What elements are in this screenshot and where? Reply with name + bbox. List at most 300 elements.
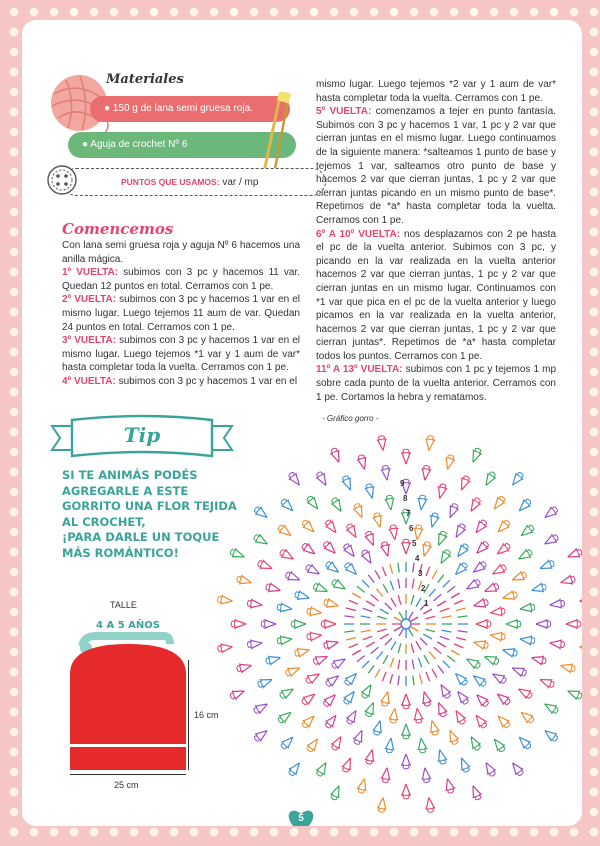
chart-stitch bbox=[416, 641, 421, 650]
chart-row-number: 6 bbox=[409, 524, 414, 533]
chart-cluster bbox=[384, 495, 396, 511]
chart-cluster bbox=[401, 784, 411, 799]
chart-stitch bbox=[413, 676, 414, 686]
chart-cluster bbox=[494, 518, 512, 536]
chart-cluster bbox=[371, 719, 384, 736]
chart-stitch bbox=[398, 659, 400, 669]
talle-height: 16 cm bbox=[194, 710, 219, 720]
chart-cluster bbox=[380, 465, 392, 481]
chart-cluster bbox=[388, 708, 400, 724]
chart-row-number: 7 bbox=[406, 509, 411, 518]
chart-cluster bbox=[412, 708, 424, 724]
chart-cluster bbox=[286, 760, 303, 778]
chart-row-number: 2 bbox=[421, 584, 426, 593]
chart-stitch bbox=[429, 652, 435, 660]
chart-cluster bbox=[340, 474, 355, 492]
chart-cluster bbox=[323, 637, 340, 650]
chart-cluster bbox=[279, 734, 297, 752]
step-3-text: subimos con 3 pc y hacemos 1 var en el mismo lugar. Luego tejemos *1 var y 1 aum de var* hasta completar toda la vuelta. Cerramos con 1 pe. bbox=[62, 335, 300, 374]
chart-cluster bbox=[356, 454, 369, 471]
chart-cluster bbox=[217, 594, 233, 606]
chart-cluster bbox=[323, 597, 340, 610]
chart-cluster bbox=[530, 582, 547, 595]
chart-cluster bbox=[559, 574, 576, 587]
chart-cluster bbox=[427, 719, 440, 736]
intro-text: Con lana semi gruesa roja y aguja Nº 6 hacemos una anilla mágica. bbox=[62, 240, 300, 265]
chart-stitch bbox=[440, 636, 449, 639]
chart-stitch bbox=[432, 570, 437, 579]
chart-cluster bbox=[452, 522, 468, 540]
chart-cluster bbox=[276, 708, 294, 725]
chart-cluster bbox=[536, 619, 551, 629]
chart-cluster bbox=[401, 539, 411, 554]
chart-cluster bbox=[330, 655, 348, 671]
chart-cluster bbox=[509, 760, 526, 778]
chart-cluster bbox=[579, 594, 582, 606]
chart-cluster bbox=[363, 530, 378, 548]
material-yarn: ● 150 g de lana semi gruesa roja. bbox=[90, 96, 290, 122]
chart-cluster bbox=[278, 685, 296, 701]
chart-cluster bbox=[294, 589, 311, 602]
chart-stitch bbox=[447, 586, 455, 592]
chart-cluster bbox=[530, 653, 547, 666]
chart-cluster bbox=[445, 728, 460, 746]
chart-cluster bbox=[416, 495, 428, 511]
chart-stitch bbox=[398, 676, 399, 686]
chart-stitch bbox=[376, 652, 382, 660]
chart-stitch bbox=[371, 647, 379, 653]
tip-ribbon bbox=[48, 412, 236, 460]
step-11-13-label: 11º A 13º VUELTA: bbox=[316, 364, 403, 376]
chart-stitch bbox=[345, 616, 355, 617]
chart-stitch bbox=[423, 634, 432, 639]
chart-cluster bbox=[330, 577, 348, 593]
chart-cluster bbox=[323, 712, 340, 730]
chart-cluster bbox=[359, 682, 375, 700]
chart-stitch bbox=[434, 647, 442, 653]
chart-cluster bbox=[419, 541, 432, 558]
chart-cluster bbox=[379, 690, 392, 707]
chart-cluster bbox=[305, 736, 322, 754]
chart-cluster bbox=[482, 470, 498, 488]
chart-cluster bbox=[401, 694, 411, 709]
width-dimension-line bbox=[70, 774, 186, 775]
step-4-label: 4º VUELTA: bbox=[62, 375, 116, 387]
chart-cluster bbox=[494, 541, 512, 558]
chart-stitch bbox=[443, 580, 450, 587]
chart-stitch bbox=[419, 674, 422, 684]
step-4-continuation: mismo lugar. Luego tejemos *2 var y 1 aum de var* hasta completar toda la vuelta. Cerramos con 1 pe. bbox=[316, 79, 556, 104]
chart-cluster bbox=[261, 619, 276, 629]
chart-cluster bbox=[516, 685, 534, 701]
chart-cluster bbox=[472, 712, 489, 730]
chart-cluster bbox=[379, 541, 392, 558]
puntos-value: var / mp bbox=[222, 177, 259, 188]
chart-cluster bbox=[329, 734, 345, 752]
step-6-10 bbox=[316, 228, 556, 364]
chart-stitch bbox=[368, 575, 374, 583]
chart-cluster bbox=[412, 524, 424, 540]
chart-stitch bbox=[390, 658, 393, 667]
chart-cluster bbox=[304, 562, 322, 578]
chart-cluster bbox=[538, 675, 556, 690]
chart-stitch bbox=[352, 593, 361, 598]
chart-stitch bbox=[357, 586, 365, 592]
chart-stitch bbox=[454, 644, 463, 648]
chart-cluster bbox=[256, 558, 274, 573]
chart-cluster bbox=[284, 663, 302, 678]
button-icon bbox=[46, 164, 78, 196]
chart-stitch bbox=[411, 643, 414, 653]
chart-cluster bbox=[494, 690, 512, 707]
chart-stitch bbox=[447, 656, 455, 662]
chart-stitch bbox=[426, 567, 430, 576]
chart-stitch bbox=[377, 629, 387, 632]
chart-cluster bbox=[321, 691, 339, 709]
chart-cluster bbox=[314, 470, 330, 488]
chart-cluster bbox=[542, 727, 560, 744]
chart-stitch bbox=[349, 600, 358, 604]
chart-cluster bbox=[376, 797, 388, 813]
hat-shape bbox=[70, 644, 186, 772]
chart-cluster bbox=[549, 638, 565, 650]
chart-cluster bbox=[452, 561, 470, 579]
chart-stitch bbox=[357, 656, 365, 662]
chart-cluster bbox=[454, 688, 471, 706]
chart-cluster bbox=[490, 494, 507, 512]
chart-cluster bbox=[452, 670, 470, 688]
chart-stitch bbox=[349, 644, 358, 648]
chart-cluster bbox=[420, 767, 432, 783]
chart-stitch bbox=[441, 630, 451, 632]
chart-cluster bbox=[542, 504, 560, 521]
chart-cluster bbox=[256, 675, 274, 690]
chart-cluster bbox=[300, 541, 318, 558]
chart-cluster bbox=[329, 496, 345, 514]
chart-cluster bbox=[265, 653, 282, 666]
chart-stitch bbox=[382, 567, 386, 576]
chart-cluster bbox=[252, 504, 270, 521]
chart-cluster bbox=[229, 547, 247, 562]
chart-cluster bbox=[501, 589, 518, 602]
chart-cluster bbox=[284, 570, 302, 585]
chart-stitch bbox=[412, 579, 414, 589]
chart-cluster bbox=[286, 470, 303, 488]
chart-stitch bbox=[377, 616, 387, 619]
chart-stitch bbox=[391, 598, 396, 607]
chart-cluster bbox=[401, 724, 411, 739]
chart-cluster bbox=[329, 447, 344, 465]
talle-width: 25 cm bbox=[114, 780, 139, 790]
chart-stitch bbox=[371, 594, 379, 600]
chart-cluster bbox=[506, 619, 521, 629]
chart-cluster bbox=[420, 465, 432, 481]
chart-cluster bbox=[341, 688, 358, 706]
chart-stitch bbox=[425, 616, 435, 619]
step-5-text: comenzamos a tejer en punto fantasía. Subimos con 3 pc y hacemos 1 var, 1 pc y 2 var que cierran juntas en el mismo lugar. Luego continuamos de la siguiente manera: *salteamos 1 punto de base y tejemos 1 var, salteamos otro punto de base y hacemos 2 var que cierran juntas, 1 pc y 2 var que cierran juntas picando en un mismo punto de base*. Repetimos de *a* hasta completar toda la vuelta. Cerramos con 1 pe. bbox=[316, 106, 556, 226]
chart-stitch bbox=[437, 601, 446, 606]
chart-cluster bbox=[300, 690, 318, 707]
chart-cluster bbox=[321, 539, 339, 557]
chart-cluster bbox=[472, 597, 489, 610]
chart-cluster bbox=[472, 518, 489, 536]
chart-cluster bbox=[516, 497, 534, 515]
chart-cluster bbox=[291, 619, 306, 629]
tip-line: GORRITO UNA FLOR TEJIDA bbox=[62, 499, 237, 513]
chart-cluster bbox=[304, 670, 322, 686]
step-1 bbox=[62, 266, 300, 293]
chart-stitch bbox=[420, 638, 427, 645]
chart-stitch bbox=[426, 672, 430, 681]
chart-row-number: 4 bbox=[415, 554, 420, 563]
chart-cluster bbox=[312, 581, 330, 596]
chart-cluster bbox=[482, 760, 498, 778]
step-2-label: 2º VUELTA: bbox=[62, 294, 117, 306]
chart-cluster bbox=[276, 523, 294, 540]
chart-cluster bbox=[376, 435, 388, 451]
chart-stitch bbox=[413, 563, 414, 573]
chart-cluster bbox=[490, 736, 507, 754]
chart-cluster bbox=[473, 539, 491, 557]
tip-line: AL CROCHET, bbox=[62, 514, 146, 529]
tip-line: AGREGARLE A ESTE bbox=[62, 483, 189, 498]
chart-cluster bbox=[518, 708, 536, 725]
chart-stitch bbox=[441, 616, 451, 618]
chart-stitch bbox=[456, 608, 466, 611]
chart-cluster bbox=[344, 522, 360, 540]
chart-stitch bbox=[398, 563, 399, 573]
chart-cluster bbox=[464, 577, 482, 593]
chart-cluster bbox=[416, 737, 428, 753]
chart-stitch bbox=[346, 608, 356, 611]
chart-stitch bbox=[440, 608, 449, 611]
chart-cluster bbox=[343, 670, 361, 688]
chart-cluster bbox=[559, 661, 576, 674]
chart-stitch bbox=[425, 629, 435, 632]
chart-stitch bbox=[362, 580, 369, 587]
chart-cluster bbox=[501, 645, 518, 658]
step-2-text: subimos con 3 pc y hacemos 1 var en el mismo lugar. Luego tejemos 11 aum de var. Quedan 24 puntos en total. Cerramos con 1 pe. bbox=[62, 294, 300, 333]
chart-stitch bbox=[416, 598, 421, 607]
chart-cluster bbox=[490, 670, 508, 686]
chart-cluster bbox=[279, 497, 297, 515]
chart-stitch bbox=[385, 638, 392, 645]
chart-stitch bbox=[390, 674, 393, 684]
chart-cluster bbox=[468, 784, 483, 802]
chart-cluster bbox=[300, 712, 318, 730]
chart-cluster bbox=[294, 645, 311, 658]
chart-cluster bbox=[467, 734, 483, 752]
chart-stitch bbox=[456, 637, 466, 640]
chart-row-number: 3 bbox=[418, 569, 423, 578]
chart-cluster bbox=[519, 634, 535, 646]
chart-cluster bbox=[494, 712, 512, 730]
chart-cluster bbox=[472, 637, 489, 650]
chart-stitch bbox=[375, 669, 380, 678]
chart-cluster bbox=[566, 619, 581, 629]
chart-cluster bbox=[483, 581, 501, 596]
page-number-heart bbox=[286, 808, 316, 826]
chart-cluster bbox=[371, 512, 384, 529]
chart-cluster bbox=[467, 496, 483, 514]
chart-stitch bbox=[362, 661, 369, 668]
chart-cluster bbox=[236, 661, 253, 674]
chart-cluster bbox=[457, 756, 472, 774]
chart-row-number: 9 bbox=[400, 479, 405, 488]
chart-cluster bbox=[542, 700, 560, 716]
tip-line: SI TE ANIMÁS PODÉS bbox=[62, 468, 198, 482]
chart-stitch bbox=[443, 661, 450, 668]
step-5-label: 5º VUELTA: bbox=[316, 106, 372, 118]
chart-stitch bbox=[423, 609, 432, 614]
step-1-text: subimos con 3 pc y hacemos 11 var. Quedan 12 puntos en total. Cerramos con 1 pe. bbox=[62, 267, 300, 292]
chart-stitch bbox=[361, 630, 371, 632]
crochet-hook-icon bbox=[254, 92, 294, 176]
chart-stitch bbox=[451, 593, 460, 598]
chart-cluster bbox=[470, 559, 488, 576]
chart-stitch bbox=[398, 595, 401, 605]
chart-cluster bbox=[277, 602, 293, 614]
chart-cluster bbox=[324, 672, 342, 689]
chart-cluster bbox=[323, 518, 340, 536]
chart-cluster bbox=[314, 760, 330, 778]
chart-cluster bbox=[483, 652, 501, 667]
chart-stitch bbox=[366, 601, 375, 606]
chart-cluster bbox=[217, 642, 233, 654]
chart-cluster bbox=[252, 727, 270, 744]
chart-cluster bbox=[384, 737, 396, 753]
chart-stitch bbox=[383, 655, 388, 664]
chart-cluster bbox=[380, 767, 392, 783]
chart-stitch bbox=[434, 594, 442, 600]
chart-cluster bbox=[457, 474, 472, 492]
step-11-13 bbox=[316, 363, 556, 404]
step-4 bbox=[62, 375, 300, 389]
chart-cluster bbox=[566, 547, 582, 562]
step-6-10-label: 6º A 10º VUELTA: bbox=[316, 228, 401, 240]
chart-cluster bbox=[538, 558, 556, 573]
chart-stitch bbox=[390, 564, 393, 574]
chart-stitch bbox=[391, 641, 396, 650]
step-3-label: 3º VUELTA: bbox=[62, 335, 117, 347]
chart-stitch bbox=[432, 669, 437, 678]
chart-stitch bbox=[398, 643, 401, 653]
chart-cluster bbox=[278, 547, 296, 563]
chart-stitch bbox=[458, 616, 468, 617]
chart-cluster bbox=[509, 470, 526, 488]
comencemos-heading: Comencemos bbox=[62, 220, 174, 238]
chart-cluster bbox=[229, 686, 247, 701]
instructions-left bbox=[62, 239, 300, 389]
chart-stitch bbox=[368, 665, 374, 673]
chart-cluster bbox=[516, 734, 534, 752]
step-2 bbox=[62, 293, 300, 334]
chart-stitch bbox=[382, 672, 386, 681]
chart-cluster bbox=[435, 483, 448, 500]
crochet-chart bbox=[216, 434, 582, 814]
chart-cluster bbox=[352, 502, 367, 520]
chart-cluster bbox=[443, 454, 456, 471]
chart-cluster bbox=[434, 701, 449, 719]
chart-cluster bbox=[247, 638, 263, 650]
chart-cluster bbox=[329, 784, 344, 802]
height-dimension-line bbox=[188, 660, 193, 770]
chart-stitch bbox=[438, 665, 444, 673]
chart-stitch bbox=[363, 608, 372, 611]
chart-stitch bbox=[390, 581, 393, 590]
chart-stitch bbox=[361, 616, 371, 618]
chart-cluster bbox=[252, 700, 270, 716]
chart-row-number: 5 bbox=[412, 539, 417, 548]
material-hook-text: Aguja de crochet Nº 6 bbox=[90, 139, 188, 150]
tip-line: ¡PARA DARLE UN TOQUE bbox=[62, 530, 220, 544]
chart-cluster bbox=[305, 494, 322, 512]
chart-cluster bbox=[490, 630, 506, 642]
grafico-title: - Gráfico gorro - bbox=[322, 414, 379, 423]
chart-stitch bbox=[451, 650, 460, 655]
chart-cluster bbox=[424, 797, 436, 813]
chart-cluster bbox=[324, 559, 342, 576]
chart-cluster bbox=[519, 602, 535, 614]
chart-cluster bbox=[363, 701, 378, 719]
chart-stitch bbox=[376, 589, 382, 597]
chart-cluster bbox=[340, 756, 355, 774]
step-11-13-text: subimos con 1 pc y tejemos 1 mp sobre cada punto de la vuelta anterior. Cerramos con 1 pe. Cortamos la hebra y rematamos. bbox=[316, 364, 557, 403]
chart-cluster bbox=[542, 532, 560, 548]
chart-cluster bbox=[424, 435, 436, 451]
chart-cluster bbox=[566, 686, 582, 701]
chart-stitch bbox=[429, 589, 435, 597]
chart-cluster bbox=[490, 562, 508, 578]
chart-stitch bbox=[412, 659, 414, 669]
chart-cluster bbox=[470, 672, 488, 689]
chart-cluster bbox=[277, 634, 293, 646]
chart-cluster bbox=[464, 655, 482, 671]
chart-row-number: 1 bbox=[424, 599, 429, 608]
chart-cluster bbox=[549, 598, 565, 610]
chart-stitch bbox=[352, 650, 361, 655]
chart-cluster bbox=[510, 663, 528, 678]
chart-cluster bbox=[445, 502, 460, 520]
chart-cluster bbox=[437, 682, 453, 700]
step-5 bbox=[316, 105, 556, 227]
chart-cluster bbox=[306, 630, 322, 642]
chart-cluster bbox=[518, 523, 536, 540]
chart-stitch bbox=[437, 642, 446, 647]
chart-stitch bbox=[424, 655, 429, 664]
chart-stitch bbox=[438, 575, 444, 583]
chart-cluster bbox=[454, 542, 471, 560]
chart-cluster bbox=[452, 708, 468, 726]
talle-size: 4 A 5 AÑOS bbox=[96, 620, 160, 631]
chart-stitch bbox=[411, 595, 414, 605]
chart-cluster bbox=[306, 606, 322, 618]
chart-cluster bbox=[435, 748, 448, 765]
material-yarn-text: 150 g de lana semi gruesa roja. bbox=[112, 103, 253, 114]
chart-stitch bbox=[418, 658, 421, 667]
step-6-10-text: nos desplazamos con 2 pe hasta el pc de la vuelta anterior. Subimos con 3 pc, y picando en la var realizada en la vuelta anterior hacemos 2 var que cierran juntas, 1 pc y 2 var que cierran juntas en un mismo lugar. Continuamos con *1 var que pica en el pc de la vuelta anterior y luego picamos en la var realizada en la vuelta anterior, hacemos 2 var que cierran juntas, 1 pc y 2 var que cierran juntas*. Repetimos de *a* hasta completar todos los puntos. Cerramos con 1 pe. bbox=[316, 228, 556, 362]
chart-cluster bbox=[321, 619, 336, 629]
chart-cluster bbox=[388, 524, 400, 540]
material-hook: ● Aguja de crochet Nº 6 bbox=[68, 132, 296, 158]
chart-stitch bbox=[383, 584, 388, 593]
step-3 bbox=[62, 334, 300, 375]
chart-cluster bbox=[401, 754, 411, 769]
step-1-label: 1º VUELTA: bbox=[62, 267, 119, 279]
chart-cluster bbox=[437, 548, 453, 566]
chart-cluster bbox=[364, 748, 377, 765]
chart-cluster bbox=[236, 574, 253, 587]
